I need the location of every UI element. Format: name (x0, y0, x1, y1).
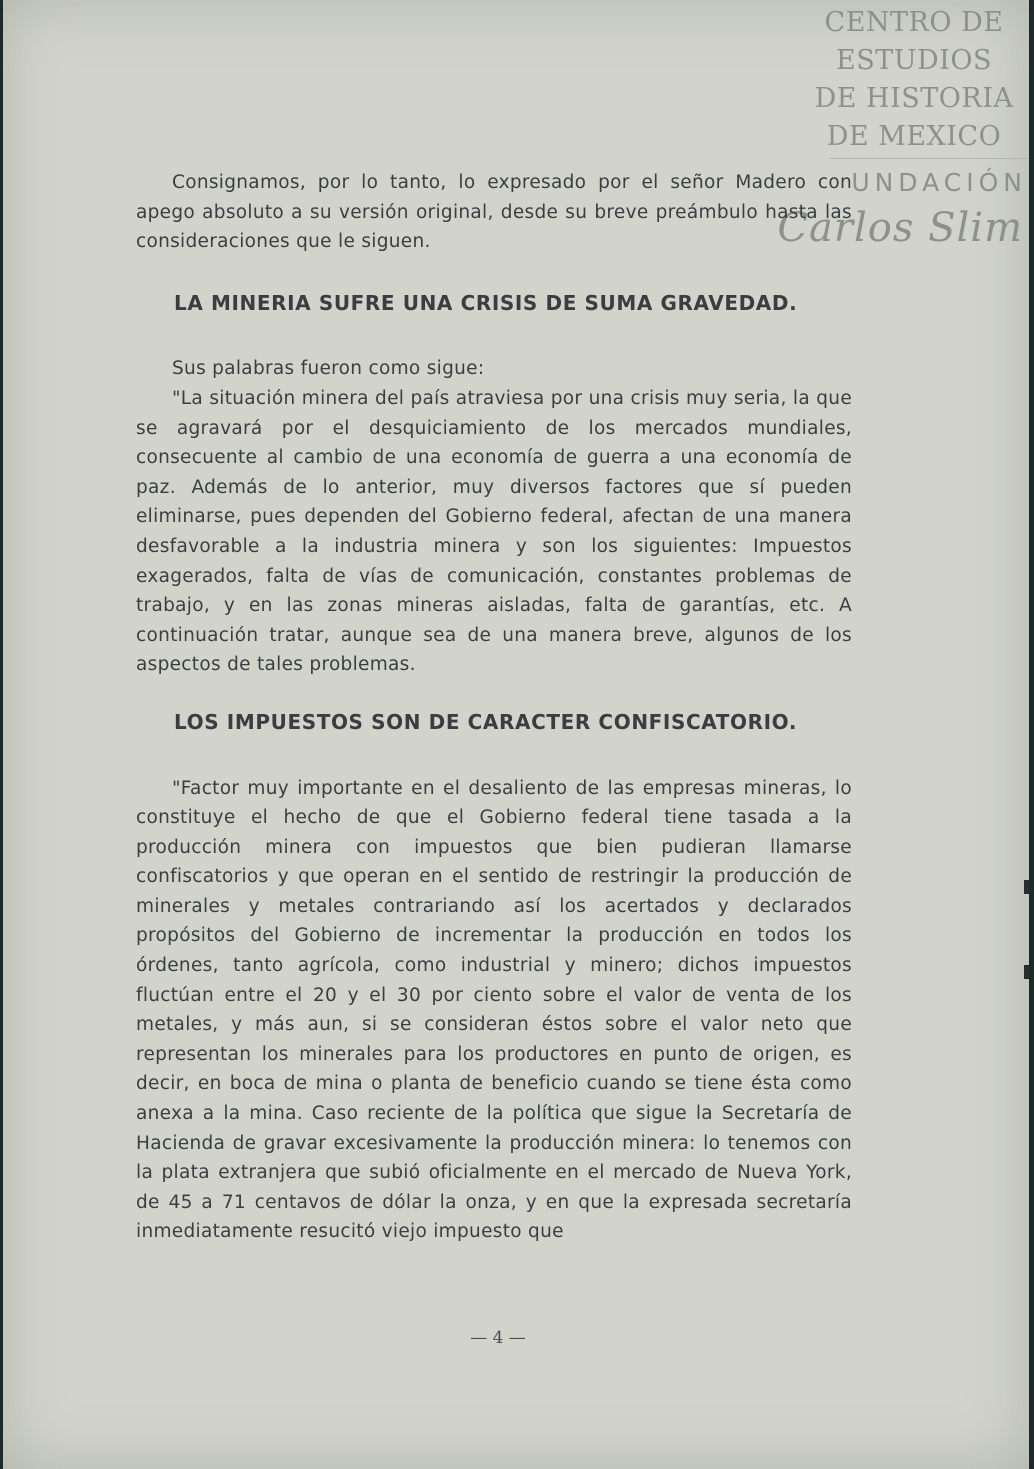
watermark-line: DE MEXICO (826, 121, 1002, 152)
archive-watermark (809, 4, 1019, 156)
body-paragraph-2: "Factor muy importante en el desaliento de las empresas mineras, lo constituye el hecho de que el Gobierno federal tiene tasada a la producción minera con impuestos que bien pudieran llamarse confiscatorios y que operan en el sentido de restringir la producción de minerales y metales contrariando así los acertados y declarados propósitos del Gobierno de incrementar la producción en todos los órdenes, tanto agrícola, como industrial y minero; dichos impuestos fluctúan entre el 20 y el 30 por ciento sobre el valor de venta de los metales, y más aun, si se consideran éstos sobre el valor neto que representan los minerales para los productores en punto de origen, es decir, en boca de mina o planta de beneficio cuando se tiene ésta como anexa a la mina. Caso reciente de la política que sigue la Secretaría de Hacienda de gravar excesivamente la producción minera: lo tenemos con la plata extranjera que subió oficialmente en el mercado de Nueva York, de 45 a 71 centavos de dólar la onza, y en que la expresada secretaría inmediatamente resucitó viejo impuesto que (136, 777, 852, 1243)
intro-paragraph: Consignamos, por lo tanto, lo expresado por el señor Madero con apego absoluto a su versión original, desde su breve preámbulo hasta las consideraciones que le siguen. (136, 172, 852, 253)
watermark-divider (829, 158, 1029, 159)
page-number: — 4 — (470, 1328, 526, 1348)
watermark-signature: Carlos Slim (777, 205, 1023, 251)
section-heading-impuestos: LOS IMPUESTOS SON DE CARACTER CONFISCATORIO. (174, 709, 798, 734)
edge-mark (1024, 880, 1029, 894)
body-paragraph-1: "La situación minera del país atraviesa por una crisis muy seria, la que se agravará por el desquiciamiento de los mercados mundiales, consecuente al cambio de una economía de guerra a una economía de paz. Además de lo anterior, muy diversos factores que sí pueden eliminarse, pues dependen del Gobierno federal, afectan de una manera desfavorable a la industria minera y son los siguientes: Impuestos exagerados, falta de vías de comunicación, constantes problemas de trabajo, y en las zonas mineras aisladas, falta de garantías, etc. A continuación tratar, aunque sea de una manera breve, algunos de los aspectos de tales problemas. (136, 387, 852, 676)
edge-mark (1024, 965, 1029, 979)
watermark-line: DE HISTORIA (814, 83, 1014, 114)
section-heading-mineria: LA MINERIA SUFRE UNA CRISIS DE SUMA GRAVEDAD. (174, 290, 798, 315)
lead-paragraph: Sus palabras fueron como sigue: (172, 358, 485, 380)
watermark-line: ESTUDIOS (836, 45, 992, 76)
document-page (3, 0, 1029, 1469)
watermark-line: CENTRO DE (824, 7, 1004, 38)
watermark-fundacion: UNDACIÓN (851, 168, 1027, 197)
document-body (136, 168, 852, 1247)
